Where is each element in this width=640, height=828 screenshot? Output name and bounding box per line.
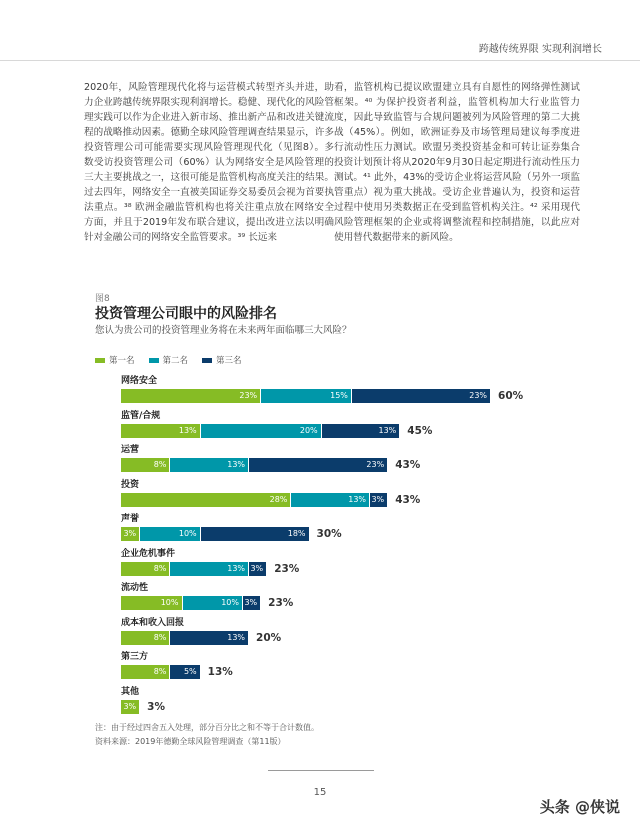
- row-total-label: 3%: [147, 700, 165, 713]
- row-total-label: 23%: [268, 597, 294, 609]
- row-total-label: 13%: [207, 666, 233, 678]
- chart-row: [121, 479, 551, 513]
- chart-row: [121, 375, 551, 409]
- bar-segment-rank-1: 3%: [121, 527, 139, 541]
- legend-label-second: 第二名: [162, 356, 189, 366]
- bar-segment-rank-3: 3%: [369, 493, 387, 507]
- row-total-label: 43%: [395, 493, 421, 506]
- row-total-label: 43%: [395, 459, 421, 471]
- chart-row: [121, 651, 551, 685]
- chart-row: [121, 617, 551, 651]
- stacked-bar: [121, 389, 490, 403]
- legend-swatch-second: [149, 358, 159, 363]
- body-text-right-column: 看，监管机构已提议欧盟建立具有自愿性的网络弹性测试框架。⁴⁰ 为保护投资者利益，监管机构加大行业监管力度，因此导致监管与合规问题被列为风险管理的第二大挑战（45%）。例如，欧洲证券及市场管理局建议每季度进行流动性压力测试。欧盟另类投资基金和可转让证券集合投资计划预计将从2020年9月30日起定期进行流动性压力测试。⁴¹ 此外，43%的受访企业将运营风险（另外一项监管重点）视为重大挑战。受访企业普遍认为，投资和运营过程中使用另类数据正在受到监管机构关注。⁴² 采用现代风险管理框架的企业或将调整流程和控制措施，以此应对使用替代数据带来的新风险。: [334, 82, 580, 243]
- stacked-bar: [121, 424, 399, 438]
- category-label: 成本和收入回报: [121, 617, 185, 628]
- category-label: 第三方: [121, 652, 149, 662]
- stacked-bar: [121, 458, 387, 472]
- bar-segment-rank-3: 13%: [321, 424, 400, 438]
- category-label: 投资: [121, 479, 140, 490]
- chart-row: [121, 548, 551, 582]
- footer-divider: [268, 770, 374, 771]
- footnote-rounding: 注：由于经过四舍五入处理，部分百分比之和不等于合计数值。: [95, 723, 319, 732]
- chart-row: [121, 686, 551, 720]
- bar-segment-rank-3: 3%: [248, 562, 266, 576]
- body-text-left-column: 2020年，风险管理现代化将与运营模式转型齐头并进，助力企业跨越传统界限实现利润增长。稳健、现代化的风险管理实践可以作为企业进入新市场、推出新产品和改进关键流程的战略推动因素。德勤全球风险管理调查结果显示，许多投资管理公司可能需要实现风险管理现代化（见图8）。多数受访投资管理公司（60%）认为网络安全是风险管理的三大主要挑战之一，这很可能是监管机构高度关注的结果。过去四年，网络安全一直被美国证券交易委员会视为首要执法重点。³⁸ 欧洲金融监管机构也将关注重点放在网络安全方面，并且于2019年发布联合建议，提出改进立法以明确针对金融公司的网络安全监管要求。³⁹ 长远来: [84, 82, 334, 243]
- bar-segment-rank-1: 10%: [121, 596, 182, 610]
- figure-label: 图8: [95, 294, 110, 304]
- bar-segment-rank-1: 8%: [121, 631, 169, 645]
- chart-legend: [95, 354, 242, 366]
- legend-item-third: [202, 354, 242, 366]
- stacked-bar: [121, 596, 260, 610]
- page-header-title: 跨越传统界限 实现利润增长: [478, 44, 602, 55]
- bar-segment-rank-2: 10%: [139, 527, 200, 541]
- bar-segment-rank-1: 23%: [121, 389, 260, 403]
- bar-segment-rank-2: 13%: [169, 562, 248, 576]
- stacked-bar: [121, 700, 139, 714]
- bar-segment-rank-3: 23%: [351, 389, 490, 403]
- legend-item-second: [149, 354, 189, 366]
- bar-segment-rank-1: 8%: [121, 562, 169, 576]
- stacked-bar: [121, 631, 248, 645]
- bar-segment-rank-2: 13%: [169, 458, 248, 472]
- category-label: 运营: [121, 445, 140, 455]
- category-label: 网络安全: [121, 376, 158, 386]
- bar-segment-rank-2: 20%: [200, 424, 321, 438]
- watermark-text: 头条 @侠说: [539, 798, 620, 816]
- row-total-label: 20%: [256, 631, 282, 644]
- chart-row: [121, 444, 551, 478]
- bar-segment-rank-1: 28%: [121, 493, 290, 507]
- figure-subtitle: 您认为贵公司的投资管理业务将在未来两年面临哪三大风险？: [95, 325, 352, 336]
- header-divider: [0, 60, 640, 61]
- footnote-source: 资料来源：2019年德勤全球风险管理调查（第11版）: [95, 737, 286, 746]
- category-label: 企业危机事件: [121, 548, 176, 559]
- bar-segment-rank-1: 8%: [121, 458, 169, 472]
- stacked-bar: [121, 527, 309, 541]
- page-number: 15: [313, 787, 327, 798]
- bar-segment-rank-3: 23%: [248, 458, 387, 472]
- row-total-label: 45%: [407, 424, 433, 437]
- bar-segment-rank-3: 3%: [242, 596, 260, 610]
- bar-segment-rank-3: 5%: [169, 665, 199, 679]
- bar-segment-rank-3: 13%: [169, 631, 248, 645]
- row-total-label: 60%: [498, 390, 524, 402]
- chart-row: [121, 513, 551, 547]
- chart-row: [121, 582, 551, 616]
- legend-swatch-third: [202, 358, 212, 363]
- bar-segment-rank-3: 18%: [200, 527, 309, 541]
- category-label: 声誉: [121, 514, 140, 524]
- category-label: 其他: [121, 686, 140, 697]
- bar-segment-rank-2: 15%: [260, 389, 351, 403]
- stacked-bar: [121, 562, 266, 576]
- bar-segment-rank-1: 13%: [121, 424, 200, 438]
- stacked-bar: [121, 665, 200, 679]
- legend-label-third: 第三名: [216, 356, 242, 366]
- bar-segment-rank-2: 10%: [182, 596, 243, 610]
- chart-row: [121, 410, 551, 444]
- bar-segment-rank-1: 8%: [121, 665, 169, 679]
- category-label: 监管/合规: [121, 410, 161, 421]
- stacked-bar: [121, 493, 387, 507]
- bar-segment-rank-2: 13%: [290, 493, 369, 507]
- legend-item-first: [95, 354, 135, 366]
- bar-segment-rank-1: 3%: [121, 700, 139, 714]
- row-total-label: 30%: [316, 528, 342, 540]
- category-label: 流动性: [121, 583, 149, 593]
- row-total-label: 23%: [274, 562, 300, 575]
- legend-swatch-first: [95, 358, 105, 363]
- figure-title: 投资管理公司眼中的风险排名: [95, 306, 277, 322]
- legend-label-first: 第一名: [109, 356, 135, 366]
